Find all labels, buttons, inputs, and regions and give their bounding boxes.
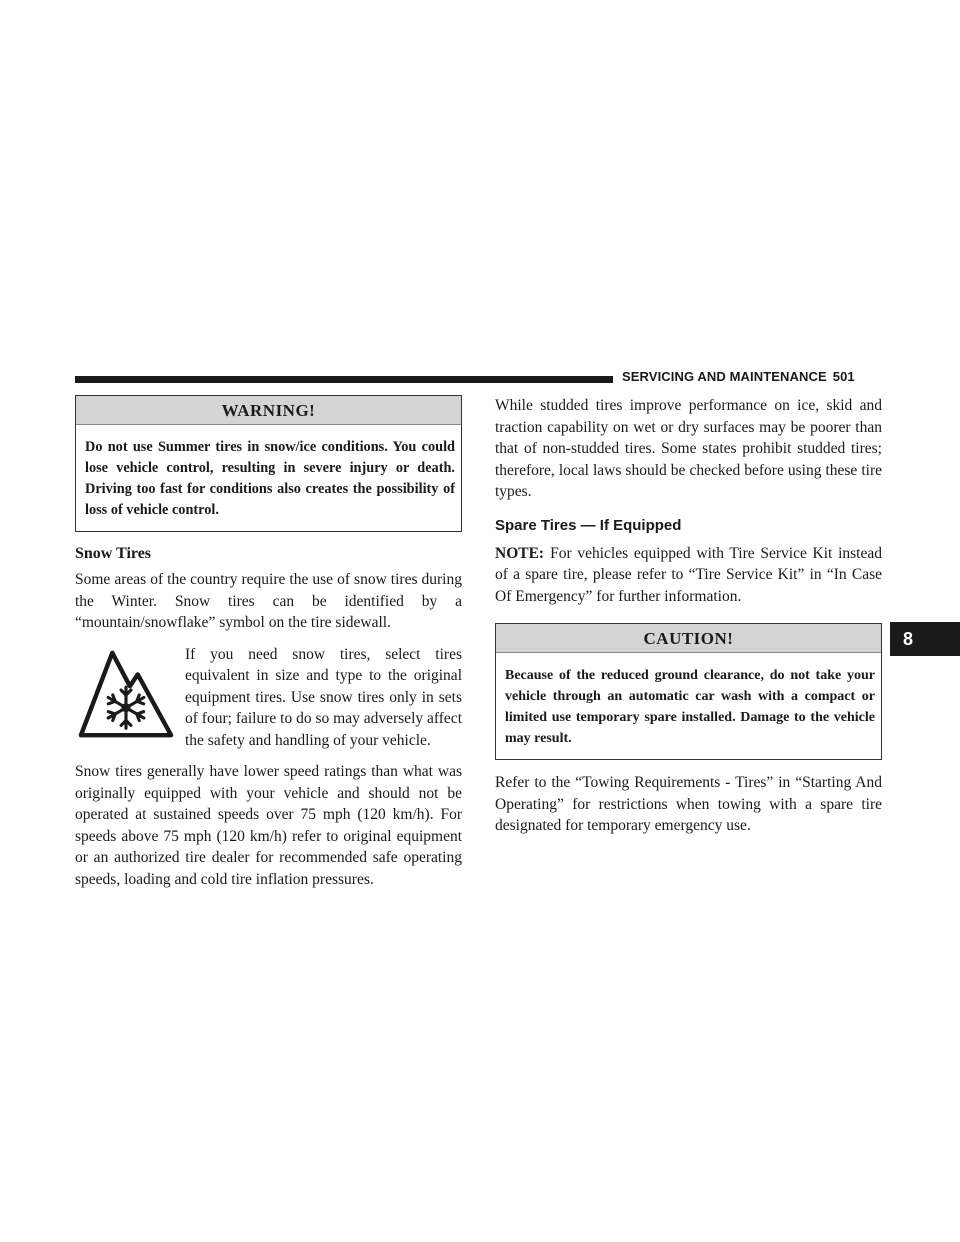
running-header xyxy=(622,369,882,384)
snow-tires-selection: If you need snow tires, select tires equivalent in size and type to the original equipment tires. Use snow tires only in sets of four; failure to do so may adversely affect the safety and handling of your vehicle. xyxy=(185,645,462,749)
snow-tires-speed: Snow tires generally have lower speed ratings than what was originally equipped with your vehicle and should not be operated at sustained speeds over 75 mph (120 km/h). For speeds above 75 mph (120 km/h) refer to original equipment or an authorized tire dealer for recommended safe operating speeds, loading and cold tire inflation pressures. xyxy=(75,763,462,888)
note-paragraph xyxy=(495,543,882,608)
studded-tires-text: While studded tires improve performance on ice, skid and traction capability on wet or dry surfaces may be poorer than that of non-studded tires. Some states prohibit studded tires; therefore, local laws should be checked before using these tire types. xyxy=(495,397,882,500)
right-column xyxy=(495,395,882,847)
page-number: 501 xyxy=(832,369,855,384)
towing-reference: Refer to the “Towing Requirements - Tires” in “Starting And Operating” for restrictions when towing with a spare tire designated for temporary emergency use. xyxy=(495,774,882,834)
snowflake-block xyxy=(75,644,462,752)
caution-title: CAUTION! xyxy=(496,624,881,653)
mountain-snowflake-icon xyxy=(77,644,175,744)
warning-text: Do not use Summer tires in snow/ice conditions. You could lose vehicle control, resulting in severe injury or death. Driving too fast for conditions also creates the possibility of loss of vehicle control. xyxy=(85,439,455,518)
note-text: For vehicles equipped with Tire Service Kit instead of a spare tire, please refer to “Tire Service Kit” in “In Case Of Emergency” for further information. xyxy=(495,544,882,605)
warning-title: WARNING! xyxy=(76,396,461,425)
caution-box xyxy=(495,623,882,760)
section-title: SERVICING AND MAINTENANCE xyxy=(622,369,827,384)
caution-text: Because of the reduced ground clearance, do not take your vehicle through an automatic car wash with a compact or limited use temporary spare installed. Damage to the vehicle may result. xyxy=(505,668,875,746)
header-rule xyxy=(75,376,613,383)
left-column xyxy=(75,395,462,900)
note-label: NOTE: xyxy=(495,544,545,562)
chapter-number: 8 xyxy=(903,628,914,649)
snow-tires-intro: Some areas of the country require the use of snow tires during the Winter. Snow tires can be identified by a “mountain/snowflake” symbol on the tire sidewall. xyxy=(75,571,462,631)
chapter-tab[interactable] xyxy=(890,622,960,656)
warning-box xyxy=(75,395,462,532)
snow-tires-heading: Snow Tires xyxy=(75,545,152,562)
spare-tires-heading: Spare Tires — If Equipped xyxy=(495,516,682,534)
